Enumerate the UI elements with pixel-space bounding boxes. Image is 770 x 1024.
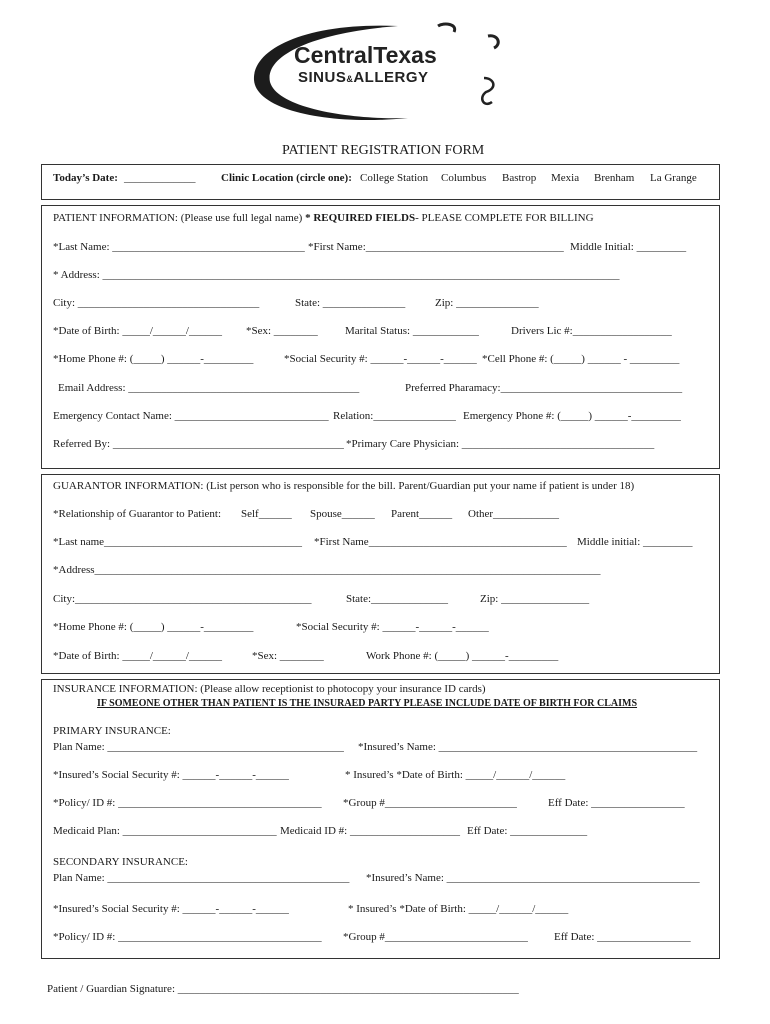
todays-date-label: Today’s Date: bbox=[53, 172, 118, 184]
guarantor-relationship-self[interactable]: Self______ bbox=[241, 508, 292, 520]
primary-plan-name-field[interactable]: Plan Name: ___________________________________________ bbox=[53, 741, 344, 753]
patient-info-heading bbox=[53, 212, 594, 224]
primary-insured-ssn-field[interactable]: *Insured’s Social Security #: ______-______-______ bbox=[53, 769, 289, 781]
guarantor-middle-initial-field[interactable]: Middle initial: _________ bbox=[577, 536, 693, 548]
location-columbus[interactable]: Columbus bbox=[441, 172, 487, 184]
location-la-grange[interactable]: La Grange bbox=[650, 172, 697, 184]
patient-email-field[interactable]: Email Address: __________________________________________ bbox=[58, 382, 360, 394]
referred-by-field[interactable]: Referred By: __________________________________________ bbox=[53, 438, 344, 450]
primary-insurance-heading: PRIMARY INSURANCE: bbox=[53, 725, 171, 737]
patient-state-field[interactable]: State: _______________ bbox=[295, 297, 406, 309]
emergency-phone-field[interactable]: Emergency Phone #: (_____) ______-_________ bbox=[463, 410, 681, 422]
guarantor-dob-field[interactable]: *Date of Birth: _____/______/______ bbox=[53, 650, 222, 662]
primary-care-physician-field[interactable]: *Primary Care Physician: ___________________________________ bbox=[346, 438, 655, 450]
guarantor-work-phone-field[interactable]: Work Phone #: (_____) ______-_________ bbox=[366, 650, 559, 662]
patient-pharmacy-field[interactable]: Preferred Pharamacy:_________________________________ bbox=[405, 382, 683, 394]
patient-guardian-signature-field[interactable]: Patient / Guardian Signature: ______________________________________________________________ bbox=[47, 983, 519, 995]
guarantor-home-phone-field[interactable]: *Home Phone #: (_____) ______-_________ bbox=[53, 621, 254, 633]
guarantor-state-field[interactable]: State:______________ bbox=[346, 593, 449, 605]
patient-home-phone-field[interactable]: *Home Phone #: (_____) ______-_________ bbox=[53, 353, 254, 365]
guarantor-relationship-label: *Relationship of Guarantor to Patient: bbox=[53, 508, 222, 520]
logo-line-sinus-allergy bbox=[298, 69, 429, 86]
guarantor-info-heading: GUARANTOR INFORMATION: (List person who is responsible for the bill. Parent/Guardian put your name if patient is under 18) bbox=[53, 480, 635, 492]
guarantor-sex-field[interactable]: *Sex: ________ bbox=[252, 650, 324, 662]
patient-drivers-lic-field[interactable]: Drivers Lic #:__________________ bbox=[511, 325, 672, 337]
patient-dob-field[interactable]: *Date of Birth: _____/______/______ bbox=[53, 325, 222, 337]
required-fields-note: - PLEASE COMPLETE FOR BILLING bbox=[415, 212, 594, 224]
insurance-notice: IF SOMEONE OTHER THAN PATIENT IS THE INSURAED PARTY PLEASE INCLUDE DATE OF BIRTH FOR CLAIMS bbox=[97, 698, 638, 709]
patient-cell-phone-field[interactable]: *Cell Phone #: (_____) ______ - _________ bbox=[482, 353, 680, 365]
required-fields-label: * REQUIRED FIELDS bbox=[305, 212, 416, 224]
secondary-group-field[interactable]: *Group #__________________________ bbox=[343, 931, 528, 943]
secondary-insurance-heading: SECONDARY INSURANCE: bbox=[53, 856, 188, 868]
guarantor-last-name-field[interactable]: *Last name____________________________________ bbox=[53, 536, 303, 548]
todays-date-field[interactable]: _____________ bbox=[124, 172, 196, 184]
guarantor-relationship-parent[interactable]: Parent______ bbox=[391, 508, 453, 520]
emergency-relation-field[interactable]: Relation:_______________ bbox=[333, 410, 456, 422]
primary-insured-dob-field[interactable]: * Insured’s *Date of Birth: _____/______/______ bbox=[345, 769, 566, 781]
patient-heading-text: PATIENT INFORMATION: (Please use full legal name) bbox=[53, 212, 303, 224]
insurance-info-heading: INSURANCE INFORMATION: (Please allow receptionist to photocopy your insurance ID cards) bbox=[53, 683, 486, 695]
guarantor-first-name-field[interactable]: *First Name____________________________________ bbox=[314, 536, 567, 548]
primary-group-field[interactable]: *Group #________________________ bbox=[343, 797, 517, 809]
secondary-insured-dob-field[interactable]: * Insured’s *Date of Birth: _____/______/______ bbox=[348, 903, 569, 915]
secondary-policy-id-field[interactable]: *Policy/ ID #: _____________________________________ bbox=[53, 931, 322, 943]
secondary-plan-name-field[interactable]: Plan Name: ____________________________________________ bbox=[53, 872, 350, 884]
medicaid-eff-date-field[interactable]: Eff Date: ______________ bbox=[467, 825, 588, 837]
secondary-insured-ssn-field[interactable]: *Insured’s Social Security #: ______-______-______ bbox=[53, 903, 289, 915]
clinic-location-label: Clinic Location (circle one): bbox=[221, 172, 352, 184]
guarantor-ssn-field[interactable]: *Social Security #: ______-______-______ bbox=[296, 621, 489, 633]
logo-allergy: ALLERGY bbox=[353, 69, 429, 86]
location-bastrop[interactable]: Bastrop bbox=[502, 172, 537, 184]
emergency-contact-name-field[interactable]: Emergency Contact Name: ____________________________ bbox=[53, 410, 329, 422]
location-college-station[interactable]: College Station bbox=[360, 172, 429, 184]
patient-first-name-field[interactable]: *First Name:____________________________________ bbox=[308, 241, 564, 253]
patient-last-name-field[interactable]: *Last Name: ___________________________________ bbox=[53, 241, 305, 253]
secondary-insured-name-field[interactable]: *Insured’s Name: ______________________________________________ bbox=[366, 872, 700, 884]
primary-eff-date-field[interactable]: Eff Date: _________________ bbox=[548, 797, 685, 809]
insurance-info-section bbox=[41, 679, 720, 959]
patient-city-field[interactable]: City: _________________________________ bbox=[53, 297, 260, 309]
secondary-eff-date-field[interactable]: Eff Date: _________________ bbox=[554, 931, 691, 943]
location-brenham[interactable]: Brenham bbox=[594, 172, 635, 184]
patient-sex-field[interactable]: *Sex: ________ bbox=[246, 325, 318, 337]
patient-middle-initial-field[interactable]: Middle Initial: _________ bbox=[570, 241, 687, 253]
patient-address-field[interactable]: * Address: ______________________________________________________________________________________________ bbox=[53, 269, 620, 281]
form-title: PATIENT REGISTRATION FORM bbox=[282, 143, 485, 158]
primary-policy-id-field[interactable]: *Policy/ ID #: _____________________________________ bbox=[53, 797, 322, 809]
patient-ssn-field[interactable]: *Social Security #: ______-______-______ bbox=[284, 353, 477, 365]
medicaid-plan-field[interactable]: Medicaid Plan: ____________________________ bbox=[53, 825, 277, 837]
guarantor-zip-field[interactable]: Zip: ________________ bbox=[480, 593, 590, 605]
location-mexia[interactable]: Mexia bbox=[551, 172, 580, 184]
guarantor-relationship-spouse[interactable]: Spouse______ bbox=[310, 508, 375, 520]
guarantor-relationship-other[interactable]: Other____________ bbox=[468, 508, 560, 520]
primary-insured-name-field[interactable]: *Insured’s Name: _______________________________________________ bbox=[358, 741, 698, 753]
guarantor-city-field[interactable]: City:___________________________________________ bbox=[53, 593, 312, 605]
logo-sinus: SINUS bbox=[298, 69, 347, 86]
guarantor-address-field[interactable]: *Address____________________________________________________________________________________________ bbox=[53, 564, 601, 576]
patient-zip-field[interactable]: Zip: _______________ bbox=[435, 297, 539, 309]
logo-line-central-texas: CentralTexas bbox=[294, 42, 437, 68]
medicaid-id-field[interactable]: Medicaid ID #: ____________________ bbox=[280, 825, 460, 837]
clinic-logo bbox=[248, 18, 510, 126]
logo-ampersand: & bbox=[346, 74, 354, 84]
patient-marital-status-field[interactable]: Marital Status: ____________ bbox=[345, 325, 479, 337]
